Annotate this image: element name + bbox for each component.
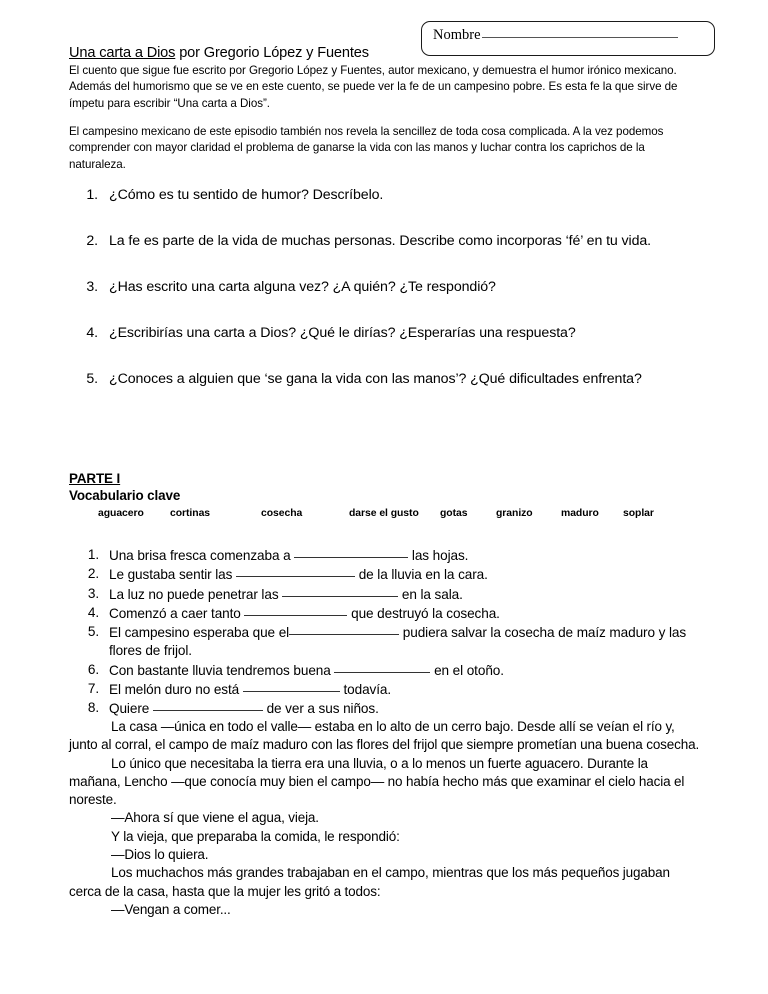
question-item	[69, 278, 709, 297]
vocab-word: cortinas	[170, 507, 211, 519]
blank-input-line[interactable]	[243, 680, 340, 692]
exercise-text-after: en la sala.	[398, 586, 463, 602]
exercise-text-before: Con bastante lluvia tendremos buena	[109, 662, 335, 678]
exercise-text-before: Comenzó a caer tanto	[109, 605, 245, 621]
question-text: ¿Has escrito una carta alguna vez? ¿A quién? ¿Te respondió?	[109, 278, 496, 295]
vocab-word: maduro	[561, 507, 599, 519]
exercise-text-after: todavía.	[339, 681, 392, 697]
exercise-text-before: Quiere	[109, 701, 153, 717]
question-item	[69, 324, 709, 343]
question-item	[69, 370, 709, 389]
exercise-number: 8.	[87, 700, 99, 716]
story-paragraph: —Dios lo quiera.	[111, 846, 209, 862]
exercise-text	[109, 604, 709, 623]
exercise-text-after: de ver a sus niños.	[262, 701, 379, 717]
exercise-text-before: La luz no puede penetrar las	[109, 586, 283, 602]
story-paragraph: —Vengan a comer...	[111, 901, 231, 917]
nombre-inner	[433, 28, 678, 44]
exercise-text	[109, 661, 709, 680]
question-number: 1.	[86, 187, 98, 203]
vocab-word: soplar	[623, 507, 654, 519]
exercise-number: 6.	[87, 661, 99, 677]
blank-input-line[interactable]	[294, 546, 408, 558]
exercise-text-before: El campesino esperaba que el	[109, 625, 290, 641]
exercise-text-after: pudiera salvar la cosecha de maíz maduro y las flores de frijol.	[109, 625, 687, 659]
blank-input-line[interactable]	[236, 565, 355, 577]
exercise-text	[109, 585, 709, 604]
exercise-text-before: Le gustaba sentir las	[109, 567, 237, 583]
page-title	[69, 44, 699, 63]
story-paragraph: Y la vieja, que preparaba la comida, le respondió:	[111, 828, 400, 844]
parte-heading: PARTE I	[69, 471, 121, 486]
story-paragraph: Lo único que necesitaba la tierra era una lluvia, o a lo menos un fuerte aguacero. Durante la mañana, Lencho —que conocía muy bien el campo— no había hecho más que examinar el cielo hacia el noreste.	[69, 755, 685, 808]
fill-in-blank-exercises	[69, 546, 709, 719]
vocab-word: aguacero	[98, 507, 144, 519]
exercise-item	[69, 546, 709, 565]
exercise-text-before: Una brisa fresca comenzaba a	[109, 548, 295, 563]
blank-input-line[interactable]	[153, 699, 263, 711]
vocabulary-word-bank	[98, 508, 673, 519]
blank-input-line[interactable]	[244, 604, 347, 616]
exercise-item	[69, 661, 709, 680]
exercise-text-after: las hojas.	[408, 548, 469, 563]
discussion-questions-list	[69, 186, 709, 388]
question-number: 5.	[86, 370, 98, 387]
exercise-text	[109, 699, 709, 718]
exercise-item	[69, 680, 709, 699]
exercise-text	[109, 680, 709, 699]
blank-input-line[interactable]	[289, 623, 399, 635]
exercise-number: 2.	[87, 566, 99, 582]
exercise-number: 3.	[87, 585, 99, 601]
exercise-item	[69, 604, 709, 623]
question-number: 4.	[86, 324, 98, 341]
exercise-text-before: El melón duro no está	[109, 681, 243, 697]
blank-input-line[interactable]	[334, 661, 430, 673]
story-paragraph: —Ahora sí que viene el agua, vieja.	[111, 810, 319, 826]
story-passage	[69, 718, 701, 919]
intro-paragraph-2: El campesino mexicano de este episodio también nos revela la sencillez de toda cosa complicada. A la vez podemos comprender con mayor claridad el problema de ganarse la vida con las manos y luchar contra los caprichos de la naturaleza.	[69, 125, 664, 171]
exercise-number: 1.	[87, 547, 99, 562]
exercise-text	[109, 565, 709, 584]
header-area	[69, 44, 699, 173]
vocabulary-subheading: Vocabulario clave	[69, 487, 181, 503]
vocab-word: cosecha	[261, 507, 303, 519]
story-paragraph: Los muchachos más grandes trabajaban en el campo, mientras que los más pequeños jugaban cerca de la casa, hasta que la mujer les gritó a todos:	[69, 865, 670, 899]
exercise-text-after: en el otoño.	[430, 662, 504, 678]
parte-one-section	[69, 471, 709, 519]
question-text: ¿Escribirías una carta a Dios? ¿Qué le dirías? ¿Esperarías una respuesta?	[109, 324, 576, 341]
nombre-write-line[interactable]	[482, 37, 678, 38]
intro-paragraph-1: El cuento que sigue fue escrito por Gregorio López y Fuentes, autor mexicano, y demuestra el humor irónico mexicano. Además del humorismo que se ve en este cuento, se puede ver la fe de un campesino pobre. Es esta fe la que sirve de ímpetu para escribir “Una carta a Dios”.	[69, 63, 678, 110]
exercise-item	[69, 699, 709, 718]
question-number: 2.	[86, 232, 98, 249]
question-text: ¿Conoces a alguien que ‘se gana la vida con las manos’? ¿Qué dificultades enfrenta?	[109, 370, 642, 387]
story-paragraph: La casa —única en todo el valle— estaba en lo alto de un cerro bajo. Desde allí se veían el río y, junto al corral, el campo de maíz maduro con las flores del frijol que siempre prometían una buena cosecha.	[69, 719, 700, 753]
exercise-text	[109, 623, 709, 661]
exercise-item	[69, 585, 709, 604]
exercise-item	[69, 565, 709, 584]
page-title-author: por Gregorio López y Fuentes	[175, 45, 369, 61]
vocab-word: darse el gusto	[349, 507, 419, 519]
vocab-word: gotas	[440, 507, 468, 519]
exercise-item	[69, 623, 709, 661]
vocab-word: granizo	[496, 507, 533, 519]
exercise-number: 5.	[87, 624, 99, 640]
question-item	[69, 186, 709, 205]
exercise-number: 7.	[87, 680, 99, 696]
page-title-story-name: Una carta a Dios	[69, 45, 176, 61]
exercise-text-after: que destruyó la cosecha.	[347, 605, 500, 621]
nombre-label: Nombre	[433, 27, 481, 43]
exercise-text-after: de la lluvia en la cara.	[355, 567, 488, 583]
exercise-number: 4.	[87, 604, 99, 620]
question-text: ¿Cómo es tu sentido de humor? Descríbelo.	[109, 187, 384, 203]
question-text: La fe es parte de la vida de muchas personas. Describe como incorporas ‘fé’ en tu vida.	[109, 232, 652, 249]
question-number: 3.	[86, 278, 98, 295]
question-item	[69, 232, 709, 251]
exercise-text	[109, 546, 709, 565]
blank-input-line[interactable]	[282, 585, 398, 597]
